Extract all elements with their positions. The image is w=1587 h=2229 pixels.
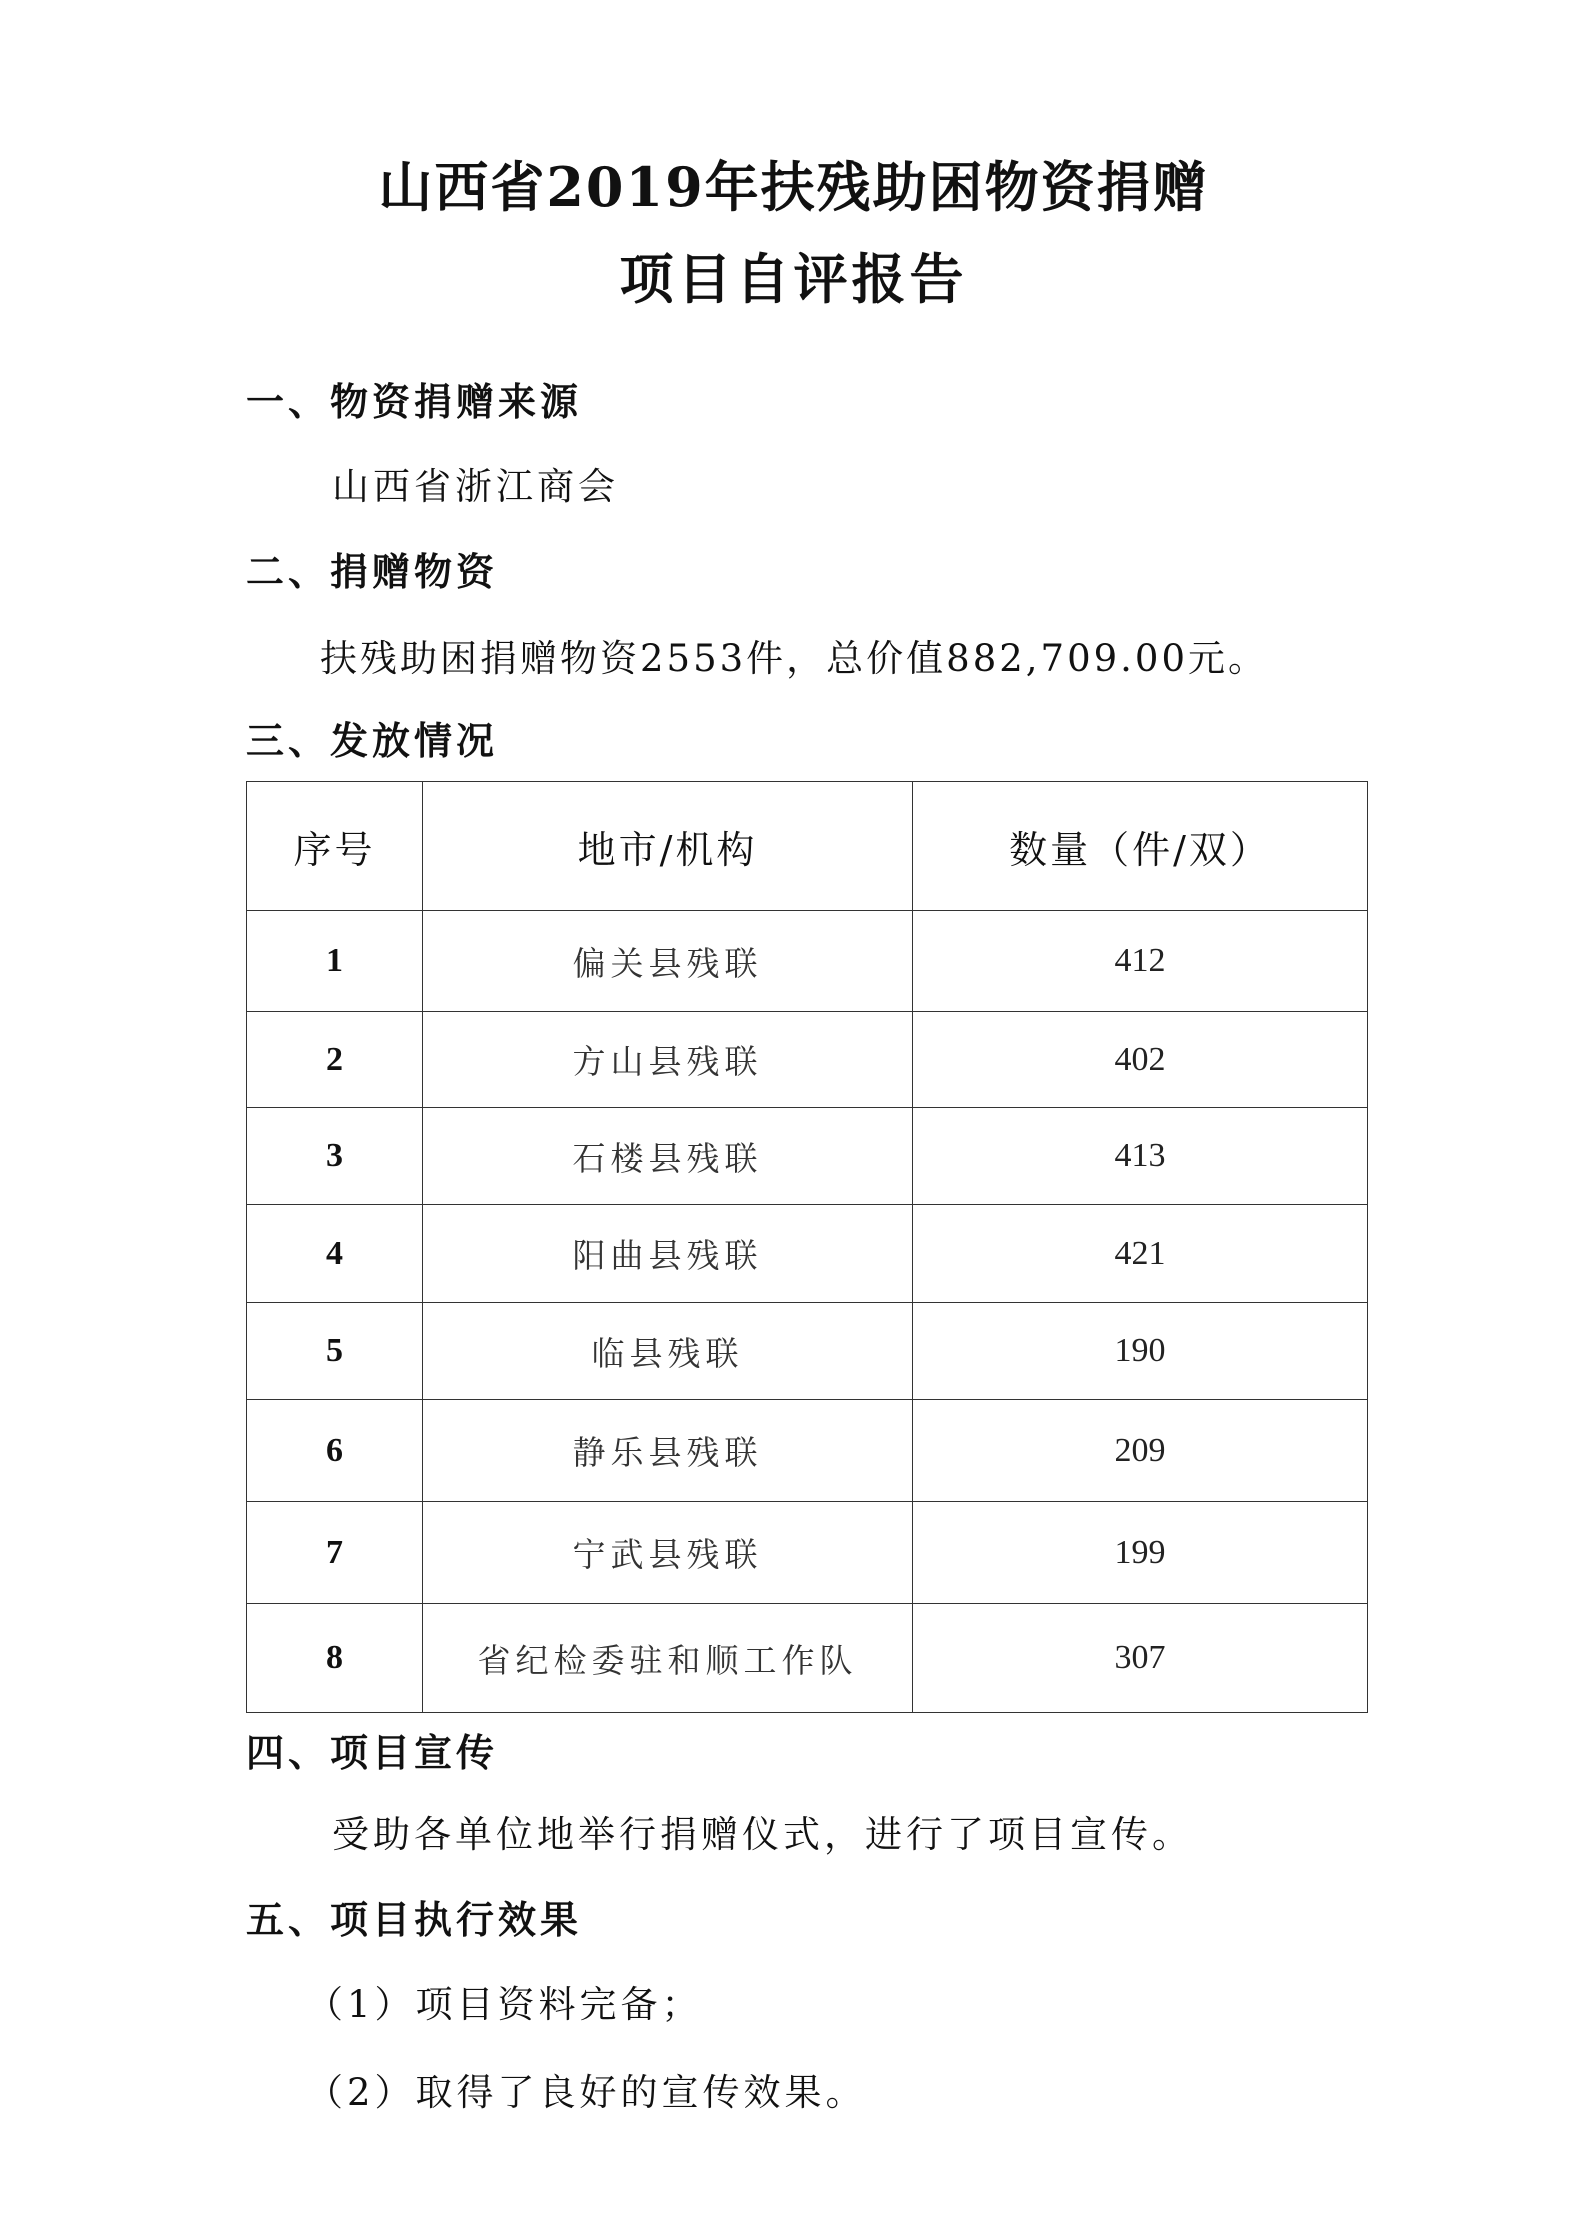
row-qty: 421 [913, 1205, 1368, 1303]
section-heading-publicity: 四、项目宣传 [246, 1730, 499, 1775]
row-org: 石楼县残联 [423, 1108, 913, 1205]
effect-item-1: （1）项目资料完备； [306, 1983, 703, 2026]
section-heading-donated-goods: 二、捐赠物资 [246, 549, 499, 594]
row-seq: 3 [247, 1108, 423, 1205]
row-qty: 199 [913, 1502, 1368, 1604]
section-heading-donation-source: 一、物资捐赠来源 [246, 379, 583, 424]
report-title-line-1: 山西省2019年扶残助困物资捐赠 [378, 155, 1209, 219]
table-row [247, 1502, 1368, 1604]
row-org: 省纪检委驻和顺工作队 [423, 1604, 913, 1713]
row-seq: 2 [247, 1012, 423, 1108]
row-seq: 4 [247, 1205, 423, 1303]
table-row [247, 911, 1368, 1012]
table-row [247, 1012, 1368, 1108]
table-row [247, 1400, 1368, 1502]
donated-goods-text: 扶残助困捐赠物资2553件，总价值882,709.00元。 [320, 637, 1269, 680]
row-qty: 402 [913, 1012, 1368, 1108]
table-row [247, 1303, 1368, 1400]
row-seq: 1 [247, 911, 423, 1012]
header-qty: 数量（件/双） [913, 782, 1368, 911]
section-heading-distribution: 三、发放情况 [246, 718, 499, 763]
header-org: 地市/机构 [423, 782, 913, 911]
row-seq: 8 [247, 1604, 423, 1713]
row-qty: 413 [913, 1108, 1368, 1205]
table-row [247, 1604, 1368, 1713]
table-row [247, 1205, 1368, 1303]
row-org: 临县残联 [423, 1303, 913, 1400]
row-seq: 6 [247, 1400, 423, 1502]
row-qty: 412 [913, 911, 1368, 1012]
row-org: 方山县残联 [423, 1012, 913, 1108]
row-org: 阳曲县残联 [423, 1205, 913, 1303]
effect-item-2: （2）取得了良好的宣传效果。 [306, 2071, 867, 2114]
row-seq: 7 [247, 1502, 423, 1604]
donation-source-text: 山西省浙江商会 [332, 465, 619, 508]
row-qty: 209 [913, 1400, 1368, 1502]
row-qty: 190 [913, 1303, 1368, 1400]
header-seq: 序号 [247, 782, 423, 911]
row-org: 偏关县残联 [423, 911, 913, 1012]
distribution-table [246, 781, 1368, 1713]
table-header-row [247, 782, 1368, 911]
table-row [247, 1108, 1368, 1205]
row-qty: 307 [913, 1604, 1368, 1713]
section-heading-effect: 五、项目执行效果 [246, 1897, 583, 1942]
distribution-table-container [246, 781, 1367, 1713]
row-org: 宁武县残联 [423, 1502, 913, 1604]
report-title-line-2: 项目自评报告 [619, 247, 968, 311]
publicity-text: 受助各单位地举行捐赠仪式，进行了项目宣传。 [332, 1813, 1193, 1856]
row-org: 静乐县残联 [423, 1400, 913, 1502]
row-seq: 5 [247, 1303, 423, 1400]
